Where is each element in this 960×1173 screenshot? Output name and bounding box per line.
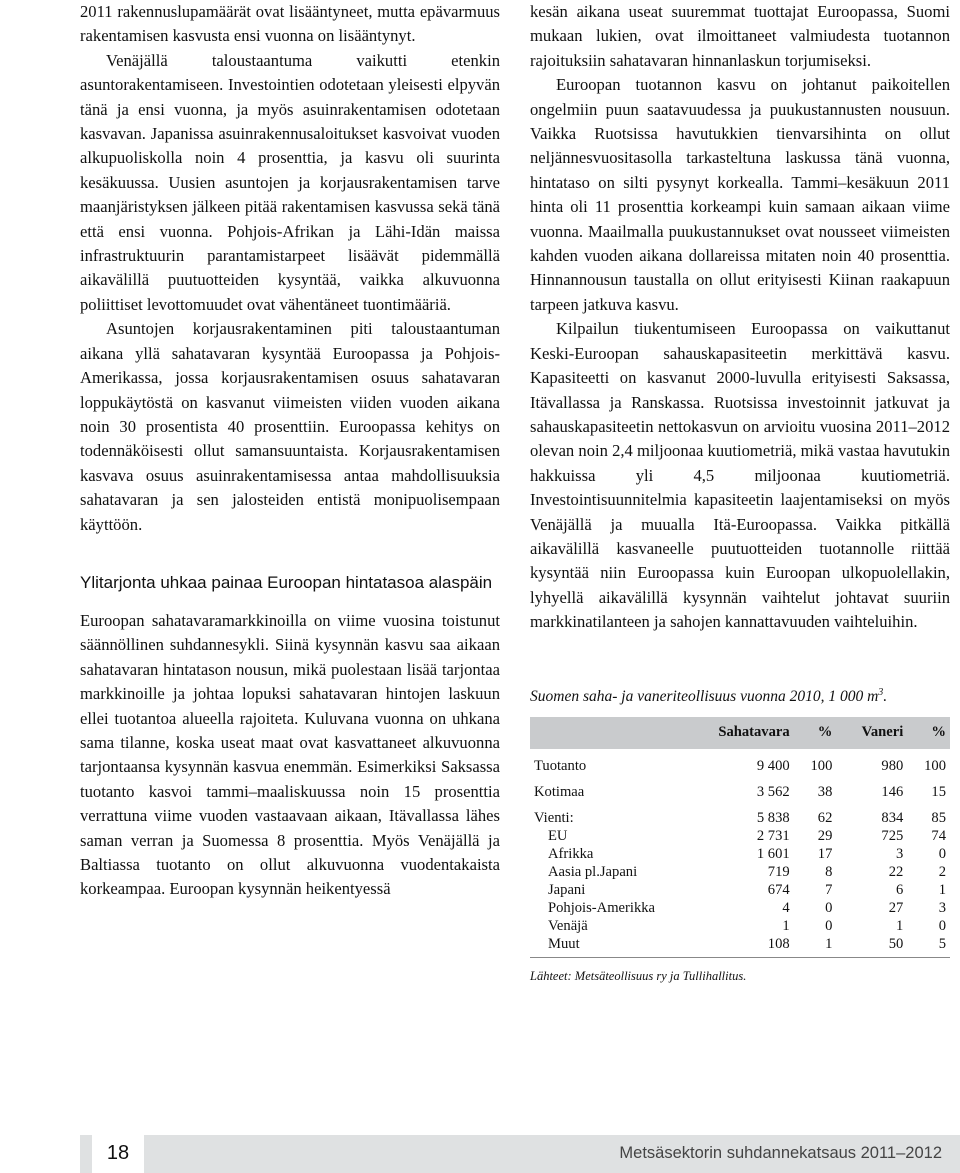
cell: 146 [881, 784, 904, 801]
cell: 15 [931, 784, 946, 801]
paragraph: 2011 rakennuslupamäärät ovat lisääntyneet, mutta epävarmuus rakentamisen kasvusta ensi vuonna on lisääntynyt. [80, 2, 500, 46]
table-row [530, 863, 950, 881]
cell: 0 [938, 846, 946, 863]
table-row [530, 899, 950, 917]
header-sahatavara: Sahatavara [718, 724, 790, 741]
cell: 1 601 [756, 846, 790, 863]
cell: 9 400 [756, 758, 790, 775]
cell: 2 731 [756, 828, 790, 845]
cell: 17 [817, 846, 833, 863]
caption-end: . [883, 687, 888, 705]
paragraph: Euroopan tuotannon kasvu on johtanut paikoitellen ongelmiin puun saatavuudessa ja puukustannusten nousuun. Vaikka Ruotsissa havutukkien tienvarsihinta on ollut neljännesvuositasolla tarkasteltuna laskussa tänä vuonna, hintataso on silti pysynyt korkealla. Tammi–kesäkuun 2011 hinta oli 11 prosenttia korkeampi kuin samaan aikaan viime vuonna. Maailmalla puukustannukset ovat nousseet viimeisten kahden vuoden aikana dollareissa mitaten noin 40 prosenttia. Hinnannousun taustalla on ollut erityisesti Kiinan raakapuun tarpeen jatkuva kasvu. [530, 75, 950, 314]
paragraph: Kilpailun tiukentumiseen Euroopassa on vaikuttanut Keski-Euroopan sahauskapasiteetin merkittävä kasvu. Kapasiteetti on kasvanut 2000-luvulla erityisesti Saksassa, Itävallassa ja Ranskassa. Ruotsissa investoinnit jatkuvat ja sahauskapasiteetin nettokasvun on arvioitu vuosina 2011–2012 olevan noin 2,4 miljoonaa kuutiometriä, mikä vastaa havutukin hakkuissa yli 4,5 miljoonaa kuutiometriä. Investointisuunnitelmia kapasiteetin laajentamiseksi on myös Venäjällä ja muualla Itä-Euroopassa. Vaikka pitkällä aikavälillä kasvaneelle puutuotteiden tuotannolle riittää kysyntää niin Euroopassa kuin Euroopan ulkopuolellakin, lyhyellä aikavälillä kysynnän vaihtelut johtavat suuriin markkinatilanteen ja sahojen kannattavuuden vaihteluihin. [530, 319, 950, 632]
table-source: Lähteet: Metsäteollisuus ry ja Tullihallitus. [530, 969, 747, 984]
cell: 62 [817, 810, 833, 827]
table-row [530, 845, 950, 863]
right-column [530, 0, 950, 989]
page-number: 18 [92, 1135, 144, 1173]
cell: 29 [817, 828, 833, 845]
cell: 725 [881, 828, 904, 845]
row-label: Venäjä [548, 918, 588, 935]
cell: 100 [810, 758, 833, 775]
header-label [530, 717, 714, 749]
row-label: Japani [548, 882, 586, 899]
cell: 4 [782, 900, 790, 917]
cell: 5 838 [756, 810, 790, 827]
cell: 980 [881, 758, 904, 775]
cell: 22 [888, 864, 904, 881]
paragraph: kesän aikana useat suuremmat tuottajat Euroopassa, Suomi mukaan lukien, ovat ilmoittaneet valmiudesta tuotannon rajoituksiin sahatavaran hinnanlaskun torjumiseksi. [530, 2, 950, 70]
paragraph: Euroopan sahatavaramarkkinoilla on viime vuosina toistunut säännöllinen suhdannesykli. Siinä kysynnän kasvu saa aikaan sahatavaran hintatason nousun, mikä puolestaan lisää tarjontaa markkinoille ja johtaa lopuksi sahatavaran hintojen laskuun ellei tuotantoa alueella rajoiteta. Kuluvana vuonna on uhkana sama tilanne, koska useat maat ovat kasvattaneet alkuvuonna tarjontaansa kysynnän kasvua enemmän. Esimerkiksi Saksassa tuotanto kasvoi tammi–maaliskuussa noin 15 prosenttia verrattuna viime vuoden vastaavaan aikaan, Itävallassa lähes saman verran ja Suomessa 8 prosenttia. Myös Venäjällä ja Baltiassa tuotanto on ollut alkuvuonna vuodentakaista korkeampaa. Euroopan kysynnän heikentyessä [80, 610, 500, 899]
paragraph: Venäjällä taloustaantuma vaikutti etenkin asuntorakentamiseen. Investointien odotetaan yleisesti elpyvän tänä ja ensi vuonna, ja myös asuinrakentamisen odotetaan kasvavan. Japanissa asuinrakennusaloitukset kasvoivat vuoden alkupuoliskolla noin 4 prosenttia, ja kasvu oli suurinta kesäkuussa. Uusien asuntojen ja korjausrakentamisen tarve maanjäristyksen jälkeen pitää rakentamisen kasvussa sekä tänä että ensi vuonna. Pohjois-Afrikan ja Lähi-Idän maissa infrastruktuurin parantamistarpeet lisäävät pidemmällä aikavälillä puutuotteiden kysyntää, vaikka alkuvuonna poliittiset levottomuudet ovat vähentäneet tuontimääriä. [80, 50, 500, 314]
row-label: Afrikka [548, 846, 594, 863]
section-heading: Ylitarjonta uhkaa painaa Euroopan hintatasoa alaspäin [80, 572, 493, 592]
cell: 38 [817, 784, 833, 801]
cell: 6 [895, 882, 904, 899]
cell: 1 [938, 882, 946, 899]
caption-text: Suomen saha- ja vaneriteollisuus vuonna 2010, 1 000 m [530, 687, 879, 705]
cell: 50 [836, 935, 907, 958]
cell: 719 [767, 864, 790, 881]
cell: 1 [895, 918, 904, 935]
cell: 3 [895, 846, 904, 863]
cell: 85 [931, 810, 946, 827]
cell: 100 [924, 758, 946, 775]
table-row [530, 881, 950, 899]
cell: 1 [782, 918, 790, 935]
statistics-table [530, 717, 950, 958]
cell: 3 562 [756, 784, 790, 801]
cell: 3 [938, 900, 946, 917]
cell: 108 [714, 935, 793, 958]
publication-title: Metsäsektorin suhdannekatsaus 2011–2012 [619, 1144, 942, 1162]
cell: 0 [825, 918, 833, 935]
paragraph: Asuntojen korjausrakentaminen piti taloustaantuman aikana yllä sahatavaran kysyntää Euroopassa ja Pohjois-Amerikassa, jossa korjausrakentamisen osuus sahatavaran loppukäytöstä on kasvanut viimeisten viiden vuoden aikana noin 30 prosentista 40 prosenttiin. Euroopassa kehitys on todennäköisesti ollut samansuuntaista. Korjausrakentamisen kasvava osuus asuinrakentamisessa antaa mahdollisuuksia sahatavaran ja sen jalosteiden entistä monipuolisempaan käyttöön. [80, 319, 500, 534]
table-row [530, 917, 950, 935]
cell: 8 [825, 864, 833, 881]
table-row [530, 775, 950, 801]
table-row [530, 801, 950, 827]
row-label: Tuotanto [534, 758, 587, 775]
left-column [80, 0, 500, 902]
cell: 674 [767, 882, 790, 899]
cell: 27 [888, 900, 904, 917]
cell: 2 [938, 864, 946, 881]
cell: 0 [825, 900, 833, 917]
cell: 74 [931, 828, 946, 845]
header-percent: % [931, 724, 946, 741]
cell: 5 [907, 935, 950, 958]
row-label: EU [548, 828, 568, 845]
header-vaneri: Vaneri [861, 724, 904, 741]
cell: 1 [794, 935, 837, 958]
row-label: Muut [530, 935, 714, 958]
row-label: Kotimaa [534, 784, 585, 801]
table-row [530, 935, 950, 958]
cell: 0 [938, 918, 946, 935]
table-row [530, 749, 950, 775]
cell: 7 [825, 882, 833, 899]
table-caption [530, 681, 950, 710]
table-row [530, 827, 950, 845]
page-footer [80, 1135, 960, 1173]
row-label: Pohjois-Amerikka [548, 900, 656, 917]
row-label: Vienti: [534, 810, 574, 827]
row-label: Aasia pl.Japani [548, 864, 638, 881]
cell: 834 [881, 810, 904, 827]
caption-superscript: 3 [878, 686, 884, 698]
header-percent: % [817, 724, 833, 741]
table-header-row [530, 717, 950, 749]
